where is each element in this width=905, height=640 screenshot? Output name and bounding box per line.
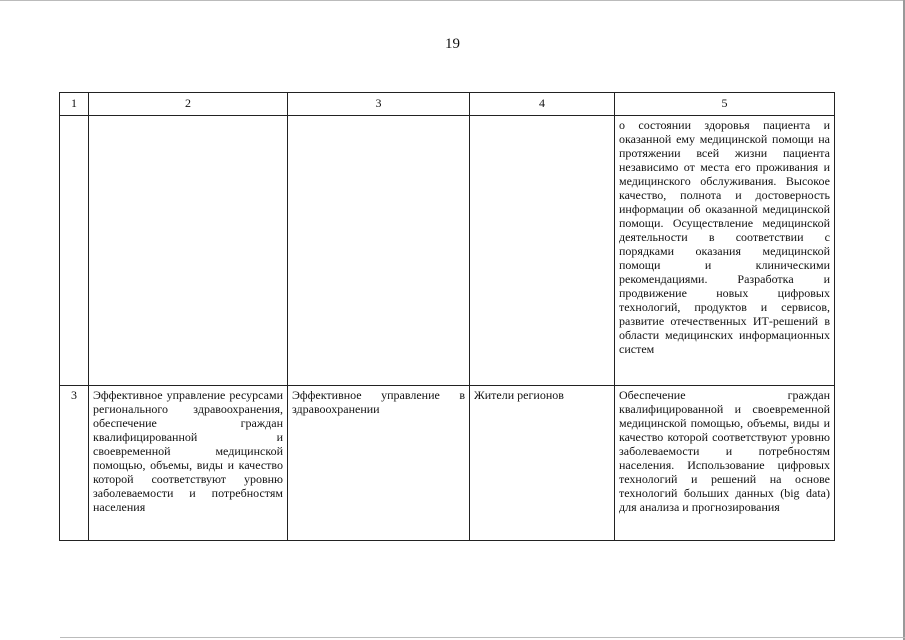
table-row	[60, 386, 835, 541]
beneficiaries-cell: Жители регионов	[470, 386, 615, 541]
row-number-cell	[60, 116, 89, 386]
result-cell: о состоянии здоровья пациента и оказанной ему медицинской помощи на протяжении всей жизни пациента независимо от места его проживания и медицинского обслуживания. Высокое качество, полнота и достоверность информации об оказанной медицинской помощи. Осуществление медицинской деятельности в соответствии с порядками оказания медицинской помощи и клиническими рекомендациями. Разработка и продвижение новых цифровых технологий, продуктов и сервисов, развитие отечественных ИТ-решений в области медицинских информационных систем	[615, 116, 835, 386]
column-header-2: 2	[89, 93, 288, 116]
scan-bottom-edge	[60, 637, 905, 638]
table-header-row	[60, 93, 835, 116]
beneficiaries-cell	[470, 116, 615, 386]
column-header-3: 3	[288, 93, 470, 116]
scan-top-edge	[0, 0, 905, 1]
goal-cell	[89, 116, 288, 386]
result-cell: Обеспечение граждан квалифицированной и своевременной медицинской помощью, объемы, виды и качество которой соответствуют уровню заболеваемости и потребностям населения. Использование цифровых технологий и решений на основе технологий больших данных (big data) для анализа и прогнозирования	[615, 386, 835, 541]
column-header-1: 1	[60, 93, 89, 116]
table-row	[60, 116, 835, 386]
goal-cell: Эффективное управление ресурсами регионального здравоохранения, обеспечение граждан квалифицированной и своевременной медицинской помощью, объемы, виды и качество которой соответствуют уровню заболеваемости и потребностям населения	[89, 386, 288, 541]
row-number-cell: 3	[60, 386, 89, 541]
page-number: 19	[445, 36, 460, 52]
column-header-4: 4	[470, 93, 615, 116]
column-header-5: 5	[615, 93, 835, 116]
direction-cell: Эффективное управление в здравоохранении	[288, 386, 470, 541]
document-table	[59, 92, 835, 541]
direction-cell	[288, 116, 470, 386]
